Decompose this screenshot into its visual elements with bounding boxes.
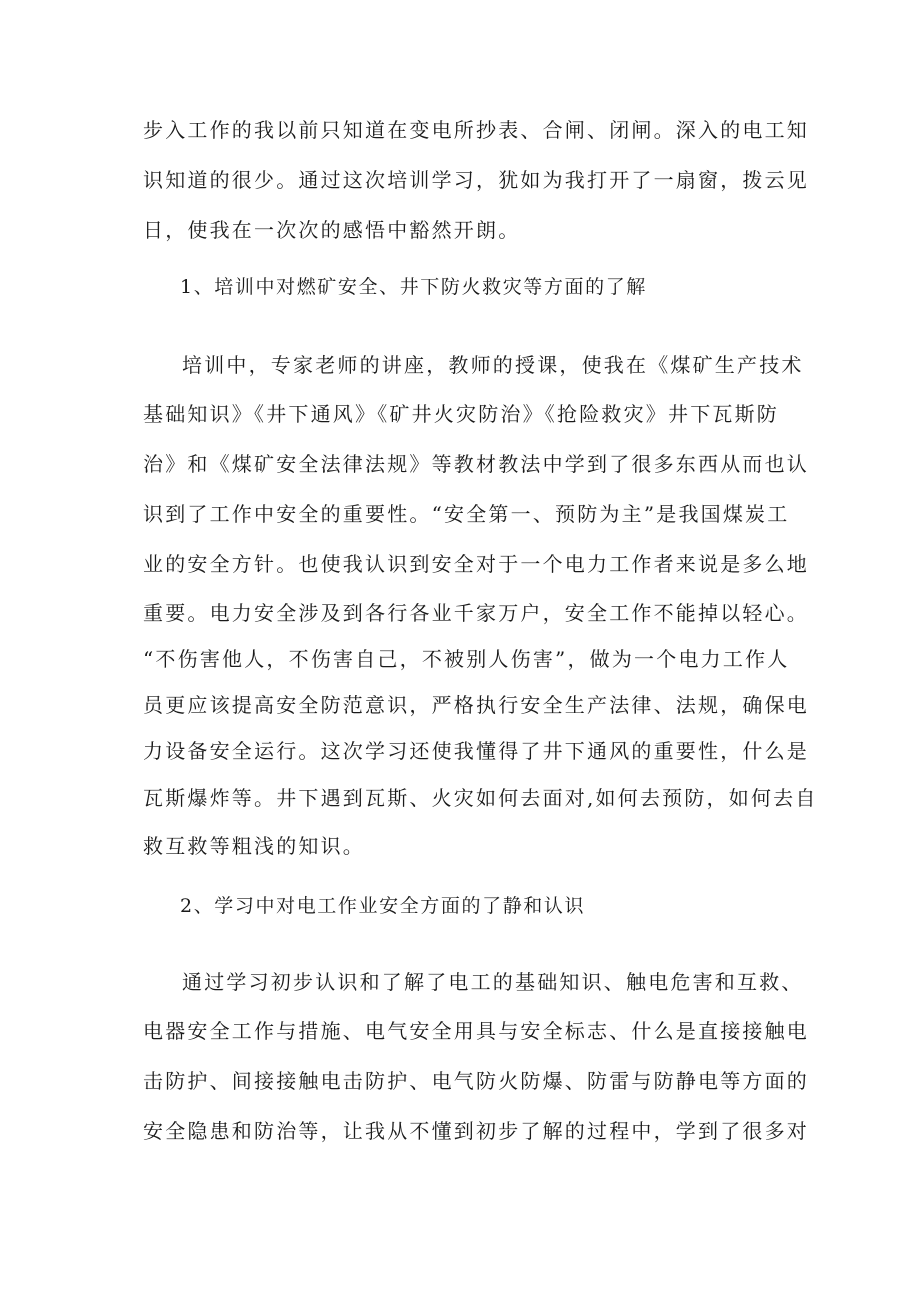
section1-line-4: 识到了工作中安全的重要性。“安全第一、预防为主”是我国煤炭工	[143, 502, 790, 526]
intro-line-1: 步入工作的我以前只知道在变电所抄表、合闸、闭闸。深入的电工知	[143, 118, 809, 142]
section1-line-5: 业的安全方针。也使我认识到安全对于一个电力工作者来说是多么地	[143, 552, 809, 576]
section1-line-9: 力设备安全运行。这次学习还使我懂得了井下通风的重要性，什么是	[143, 739, 809, 763]
section1-line-1: 培训中，专家老师的讲座，教师的授课，使我在《煤矿生产技术	[182, 353, 804, 377]
section1-heading: 1、培训中对燃矿安全、井下防火救灾等方面的了解	[180, 276, 647, 298]
section1-line-7: “不伤害他人，不伤害自己，不被别人伤害”，做为一个电力工作人	[143, 647, 790, 671]
section1-line-6: 重要。电力安全涉及到各行各业千家万户，安全工作不能掉以轻心。	[143, 601, 809, 625]
section2-heading: 2、学习中对电工作业安全方面的了静和认识	[180, 895, 586, 917]
section1-line-11: 救互救等粗浅的知识。	[143, 834, 365, 858]
section2-line-2: 电器安全工作与措施、电气安全用具与安全标志、什么是直接接触电	[143, 1019, 809, 1043]
section1-line-3: 治》和《煤矿安全法律法规》等教材教法中学到了很多东西从而也认	[143, 452, 809, 476]
section2-line-4: 安全隐患和防治等，让我从不懂到初步了解的过程中，学到了很多对	[143, 1119, 809, 1143]
section2-line-3: 击防护、间接接触电击防护、电气防火防爆、防雷与防静电等方面的	[143, 1069, 809, 1093]
intro-line-3: 日，使我在一次次的感悟中豁然开朗。	[143, 218, 521, 242]
section1-line-8: 员更应该提高安全防范意识，严格执行安全生产法律、法规，确保电	[143, 693, 809, 717]
section1-line-2: 基础知识》《井下通风》《矿井火灾防治》《抢险救灾》井下瓦斯防	[143, 402, 779, 426]
intro-line-2: 识知道的很少。通过这次培训学习，犹如为我打开了一扇窗，拨云见	[143, 168, 809, 192]
section1-line-10: 瓦斯爆炸等。井下遇到瓦斯、火灾如何去面对,如何去预防，如何去自	[143, 786, 818, 810]
section2-line-1: 通过学习初步认识和了解了电工的基础知识、触电危害和互救、	[182, 970, 804, 994]
